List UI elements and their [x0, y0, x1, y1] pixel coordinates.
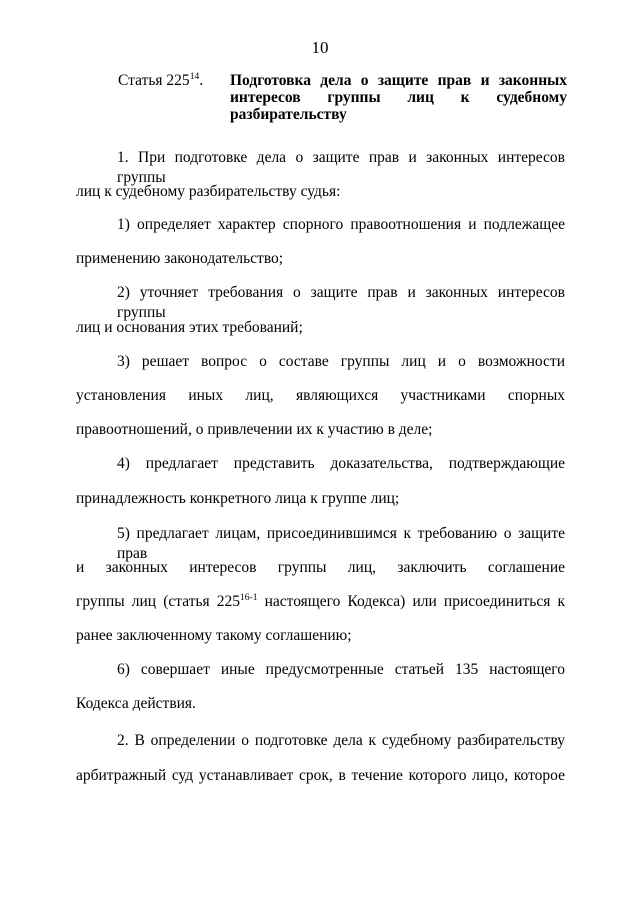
- paragraph-line: 1) определяет характер спорного правоотношения и подлежащее: [117, 216, 565, 233]
- article-label-suffix: .: [199, 72, 204, 89]
- paragraph-line: правоотношений, о привлечении их к участию в деле;: [76, 421, 433, 438]
- paragraph-line: арбитражный суд устанавливает срок, в течение которого лицо, которое: [76, 767, 565, 784]
- paragraph-line: лиц к судебному разбирательству судья:: [76, 183, 341, 200]
- article-title: Подготовка дела о защите прав и законных интересов группы лиц к судебному разбирательству: [230, 72, 567, 123]
- citation-sup: 16-1: [240, 593, 258, 603]
- paragraph-line: 4) предлагает представить доказательства, подтверждающие: [117, 455, 565, 472]
- paragraph-line: принадлежность конкретного лица к группе лиц;: [76, 490, 400, 507]
- article-label-sup: 14: [189, 72, 200, 82]
- paragraph-line: 3) решает вопрос о составе группы лиц и о возможности: [117, 353, 565, 370]
- text-run: настоящего Кодекса) или присоединиться к: [257, 593, 566, 610]
- paragraph-line: 1. При подготовке дела о защите прав и законных интересов группы: [117, 149, 565, 186]
- paragraph-line: 2. В определении о подготовке дела к судебному разбирательству: [117, 732, 565, 749]
- paragraph-line: применению законодательство;: [76, 250, 284, 267]
- text-run: группы лиц (статья 225: [76, 593, 241, 610]
- paragraph-line: [76, 592, 565, 612]
- paragraph-line: 5) предлагает лицам, присоединившимся к требованию о защите прав: [117, 525, 565, 562]
- paragraph-line: лиц и основания этих требований;: [76, 319, 303, 336]
- paragraph-line: Кодекса действия.: [76, 695, 196, 712]
- article-label: [118, 72, 203, 90]
- paragraph-line: 2) уточняет требования о защите прав и законных интересов группы: [117, 284, 565, 321]
- paragraph-line: ранее заключенному такому соглашению;: [76, 627, 352, 644]
- article-label-prefix: Статья 225: [118, 72, 190, 89]
- paragraph-line: установления иных лиц, являющихся участниками спорных: [76, 387, 565, 404]
- paragraph-line: и законных интересов группы лиц, заключить соглашение: [76, 559, 565, 576]
- page-number: 10: [311, 38, 329, 57]
- paragraph-line: 6) совершает иные предусмотренные статьей 135 настоящего: [117, 661, 565, 678]
